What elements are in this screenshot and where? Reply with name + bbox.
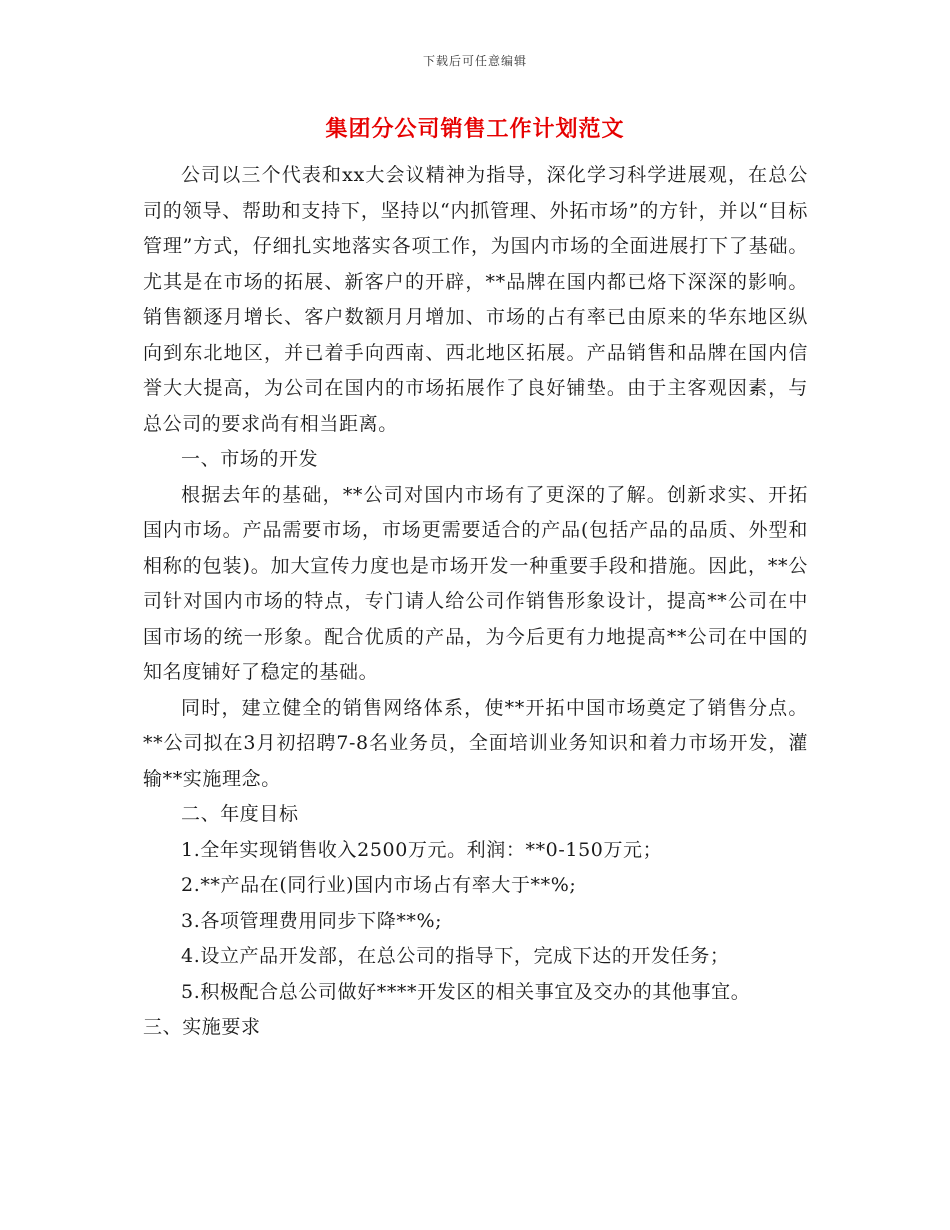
goal-item-2: 2.**产品在(同行业)国内市场占有率大于**%; <box>181 874 577 896</box>
paragraph-sales-network: 同时，建立健全的销售网络体系，使**开拓中国市场奠定了销售分点。**公司拟在3月初招聘7-8名业务员，全面培训业务知识和着力市场开发，灌输**实施理念。 <box>143 696 808 790</box>
header-note: 下载后可任意编辑 <box>422 54 527 68</box>
goal-item-4: 4.设立产品开发部，在总公司的指导下，完成下达的开发任务； <box>181 945 730 967</box>
paragraph-market-development: 根据去年的基础，**公司对国内市场有了更深的了解。创新求实、开拓国内市场。产品需要市场，市场更需要适合的产品(包括产品的品质、外型和相称的包装)。加大宣传力度也是市场开发一种重要手段和措施。因此，**公司针对国内市场的特点，专门请人给公司作销售形象设计，提高**公司在中国市场的统一形象。配合优质的产品，为今后更有力地提高**公司在中国的知名度铺好了稳定的基础。 <box>143 483 808 683</box>
document-body <box>143 158 808 1046</box>
goal-item-5: 5.积极配合总公司做好****开发区的相关事宜及交办的其他事宜。 <box>181 980 751 1003</box>
goal-item-1: 1.全年实现销售收入2500万元。利润：**0-150万元； <box>181 838 663 861</box>
paragraph-intro: 公司以三个代表和xx大会议精神为指导，深化学习科学进展观，在总公司的领导、帮助和支持下，坚持以“内抓管理、外拓市场”的方针，并以“目标管理”方式，仔细扎实地落实各项工作，为国内市场的全面进展打下了基础。尤其是在市场的拓展、新客户的开辟，**品牌在国内都已烙下深深的影响。销售额逐月增长、客户数额月月增加、市场的占有率已由原来的华东地区纵向到东北地区，并已着手向西南、西北地区拓展。产品销售和品牌在国内信誉大大提高，为公司在国内的市场拓展作了良好铺垫。由于主客观因素，与总公司的要求尚有相当距离。 <box>143 164 808 435</box>
goal-item-3: 3.各项管理费用同步下降**%; <box>181 909 443 932</box>
section-heading-market-development: 一、市场的开发 <box>181 448 319 470</box>
document-title: 集团分公司销售工作计划范文 <box>325 116 625 142</box>
section-heading-annual-goals: 二、年度目标 <box>181 803 299 825</box>
section-heading-implementation: 三、实施要求 <box>143 1016 261 1038</box>
